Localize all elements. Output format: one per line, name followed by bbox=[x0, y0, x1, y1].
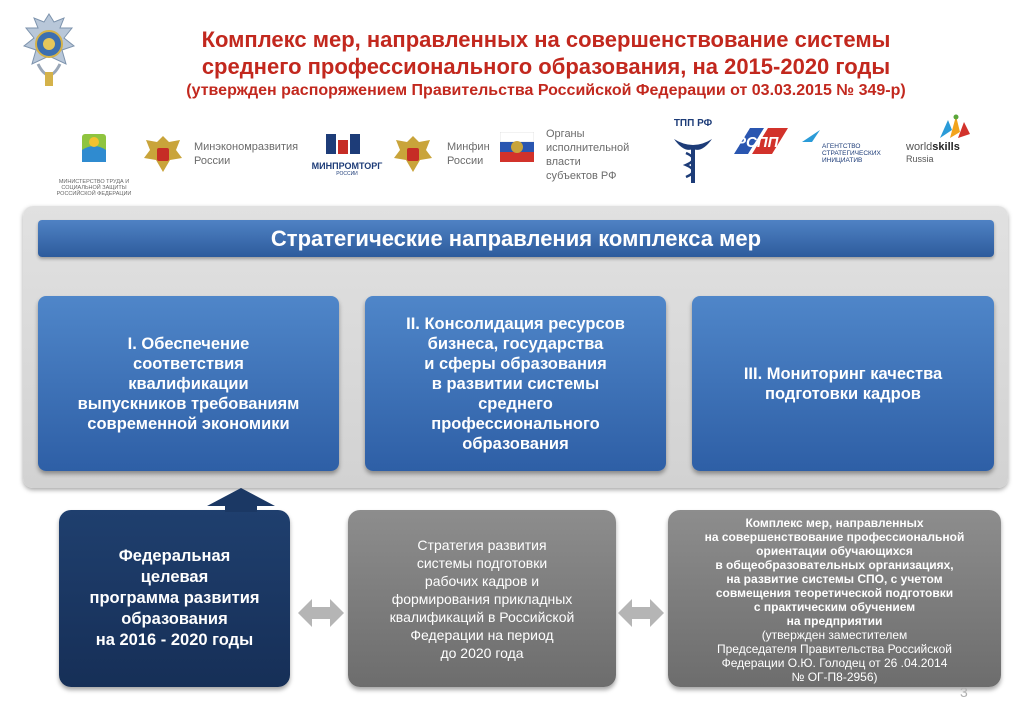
asi-logo bbox=[800, 128, 892, 164]
complex-measures-approval: (утвержден заместителем Председателя Правительства Российской Федерации О.Ю. Голодец от 26 .04.2014 № ОГ-П8-2956) bbox=[716, 628, 952, 684]
minpromtorg-mark-icon bbox=[308, 132, 386, 156]
up-arrow-icon bbox=[205, 488, 277, 512]
strategy-box: Стратегия развития системы подготовки рабочих кадров и формирования прикладных квалификаций в Российской Федерации на период до 2020 года bbox=[348, 510, 616, 687]
minecon-line-2: России bbox=[194, 155, 231, 167]
organy-line-1: Органы bbox=[546, 128, 585, 140]
asi-text bbox=[800, 143, 892, 164]
organy-line-3: власти bbox=[546, 156, 581, 168]
direction-3-box: III. Мониторинг качества подготовки кадров bbox=[692, 296, 994, 471]
minecon-line-1: Минэкономразвития bbox=[194, 141, 299, 153]
asi-arrow-icon bbox=[800, 128, 822, 144]
worldskills-logo bbox=[906, 114, 978, 170]
complex-measures-box bbox=[668, 510, 1001, 687]
tpp-label: ТПП РФ bbox=[673, 118, 713, 129]
direction-2-box: II. Консолидация ресурсов бизнеса, государства и сферы образования в развитии системы среднего профессионального образования bbox=[365, 296, 666, 471]
page-title-line-1: Комплекс мер, направленных на совершенствование системы bbox=[201, 27, 891, 52]
title-block bbox=[96, 26, 996, 102]
mintrud-logo bbox=[52, 132, 136, 202]
worldskills-russia: Russia bbox=[906, 154, 934, 164]
worldskills-label bbox=[906, 142, 960, 153]
worldskills-skills: skills bbox=[932, 141, 960, 153]
organy-logo-text bbox=[546, 127, 629, 183]
minpromtorg-sub: РОССИИ bbox=[336, 171, 358, 177]
page-subtitle: (утвержден распоряжением Правительства Российской Федерации от 03.03.2015 № 349-р) bbox=[186, 82, 906, 99]
page-title-line-2: среднего профессионального образования, на 2015-2020 годы bbox=[201, 54, 891, 79]
minfin-logo-text bbox=[447, 140, 490, 168]
strategic-directions-header: Стратегические направления комплекса мер bbox=[38, 220, 994, 257]
coat-of-arms-2-icon bbox=[392, 134, 434, 179]
ministry-emblem-logo bbox=[18, 10, 80, 92]
asi-line-1: АГЕНТСТВО bbox=[822, 143, 861, 150]
rspp-logo bbox=[730, 124, 792, 158]
worldskills-world: world bbox=[906, 141, 933, 153]
asi-line-2: СТРАТЕГИЧЕСКИХ bbox=[822, 150, 881, 157]
minfin-line-2: России bbox=[447, 155, 484, 167]
worldskills-figure-icon bbox=[934, 114, 974, 140]
mintrud-emblem-icon bbox=[52, 132, 136, 174]
organy-line-2: исполнительной bbox=[546, 142, 630, 154]
tpp-logo bbox=[668, 118, 718, 190]
minpromtorg-logo bbox=[308, 132, 386, 177]
double-arrow-right-icon bbox=[618, 596, 664, 630]
federal-program-box: Федеральная целевая программа развития образования на 2016 - 2020 годы bbox=[59, 510, 290, 687]
mintrud-caption: МИНИСТЕРСТВО ТРУДА И СОЦИАЛЬНОЙ ЗАЩИТЫ РОССИЙСКОЙ ФЕДЕРАЦИИ bbox=[56, 179, 132, 197]
russian-flag-emblem-icon bbox=[500, 132, 534, 167]
complex-measures-title: Комплекс мер, направленных на совершенствование профессиональной ориентации обучающихся в общеобразовательных организациях, на развитие системы СПО, с учетом совмещения теоретической подготовки с практическим обучением на предприятии bbox=[704, 516, 965, 628]
coat-of-arms-icon bbox=[142, 134, 184, 179]
minecon-logo-text bbox=[194, 140, 298, 168]
asi-line-3: ИНИЦИАТИВ bbox=[822, 157, 863, 164]
caduceus-icon bbox=[668, 129, 718, 185]
minfin-line-1: Минфин bbox=[447, 141, 490, 153]
organy-line-4: субъектов РФ bbox=[546, 170, 617, 182]
rspp-label: РСПП bbox=[736, 134, 779, 151]
direction-1-box: I. Обеспечение соответствия квалификации выпускников требованиям современной экономики bbox=[38, 296, 339, 471]
page-number: 3 bbox=[960, 684, 968, 700]
double-arrow-left-icon bbox=[298, 596, 344, 630]
minpromtorg-label: МИНПРОМТОРГ bbox=[311, 161, 383, 171]
